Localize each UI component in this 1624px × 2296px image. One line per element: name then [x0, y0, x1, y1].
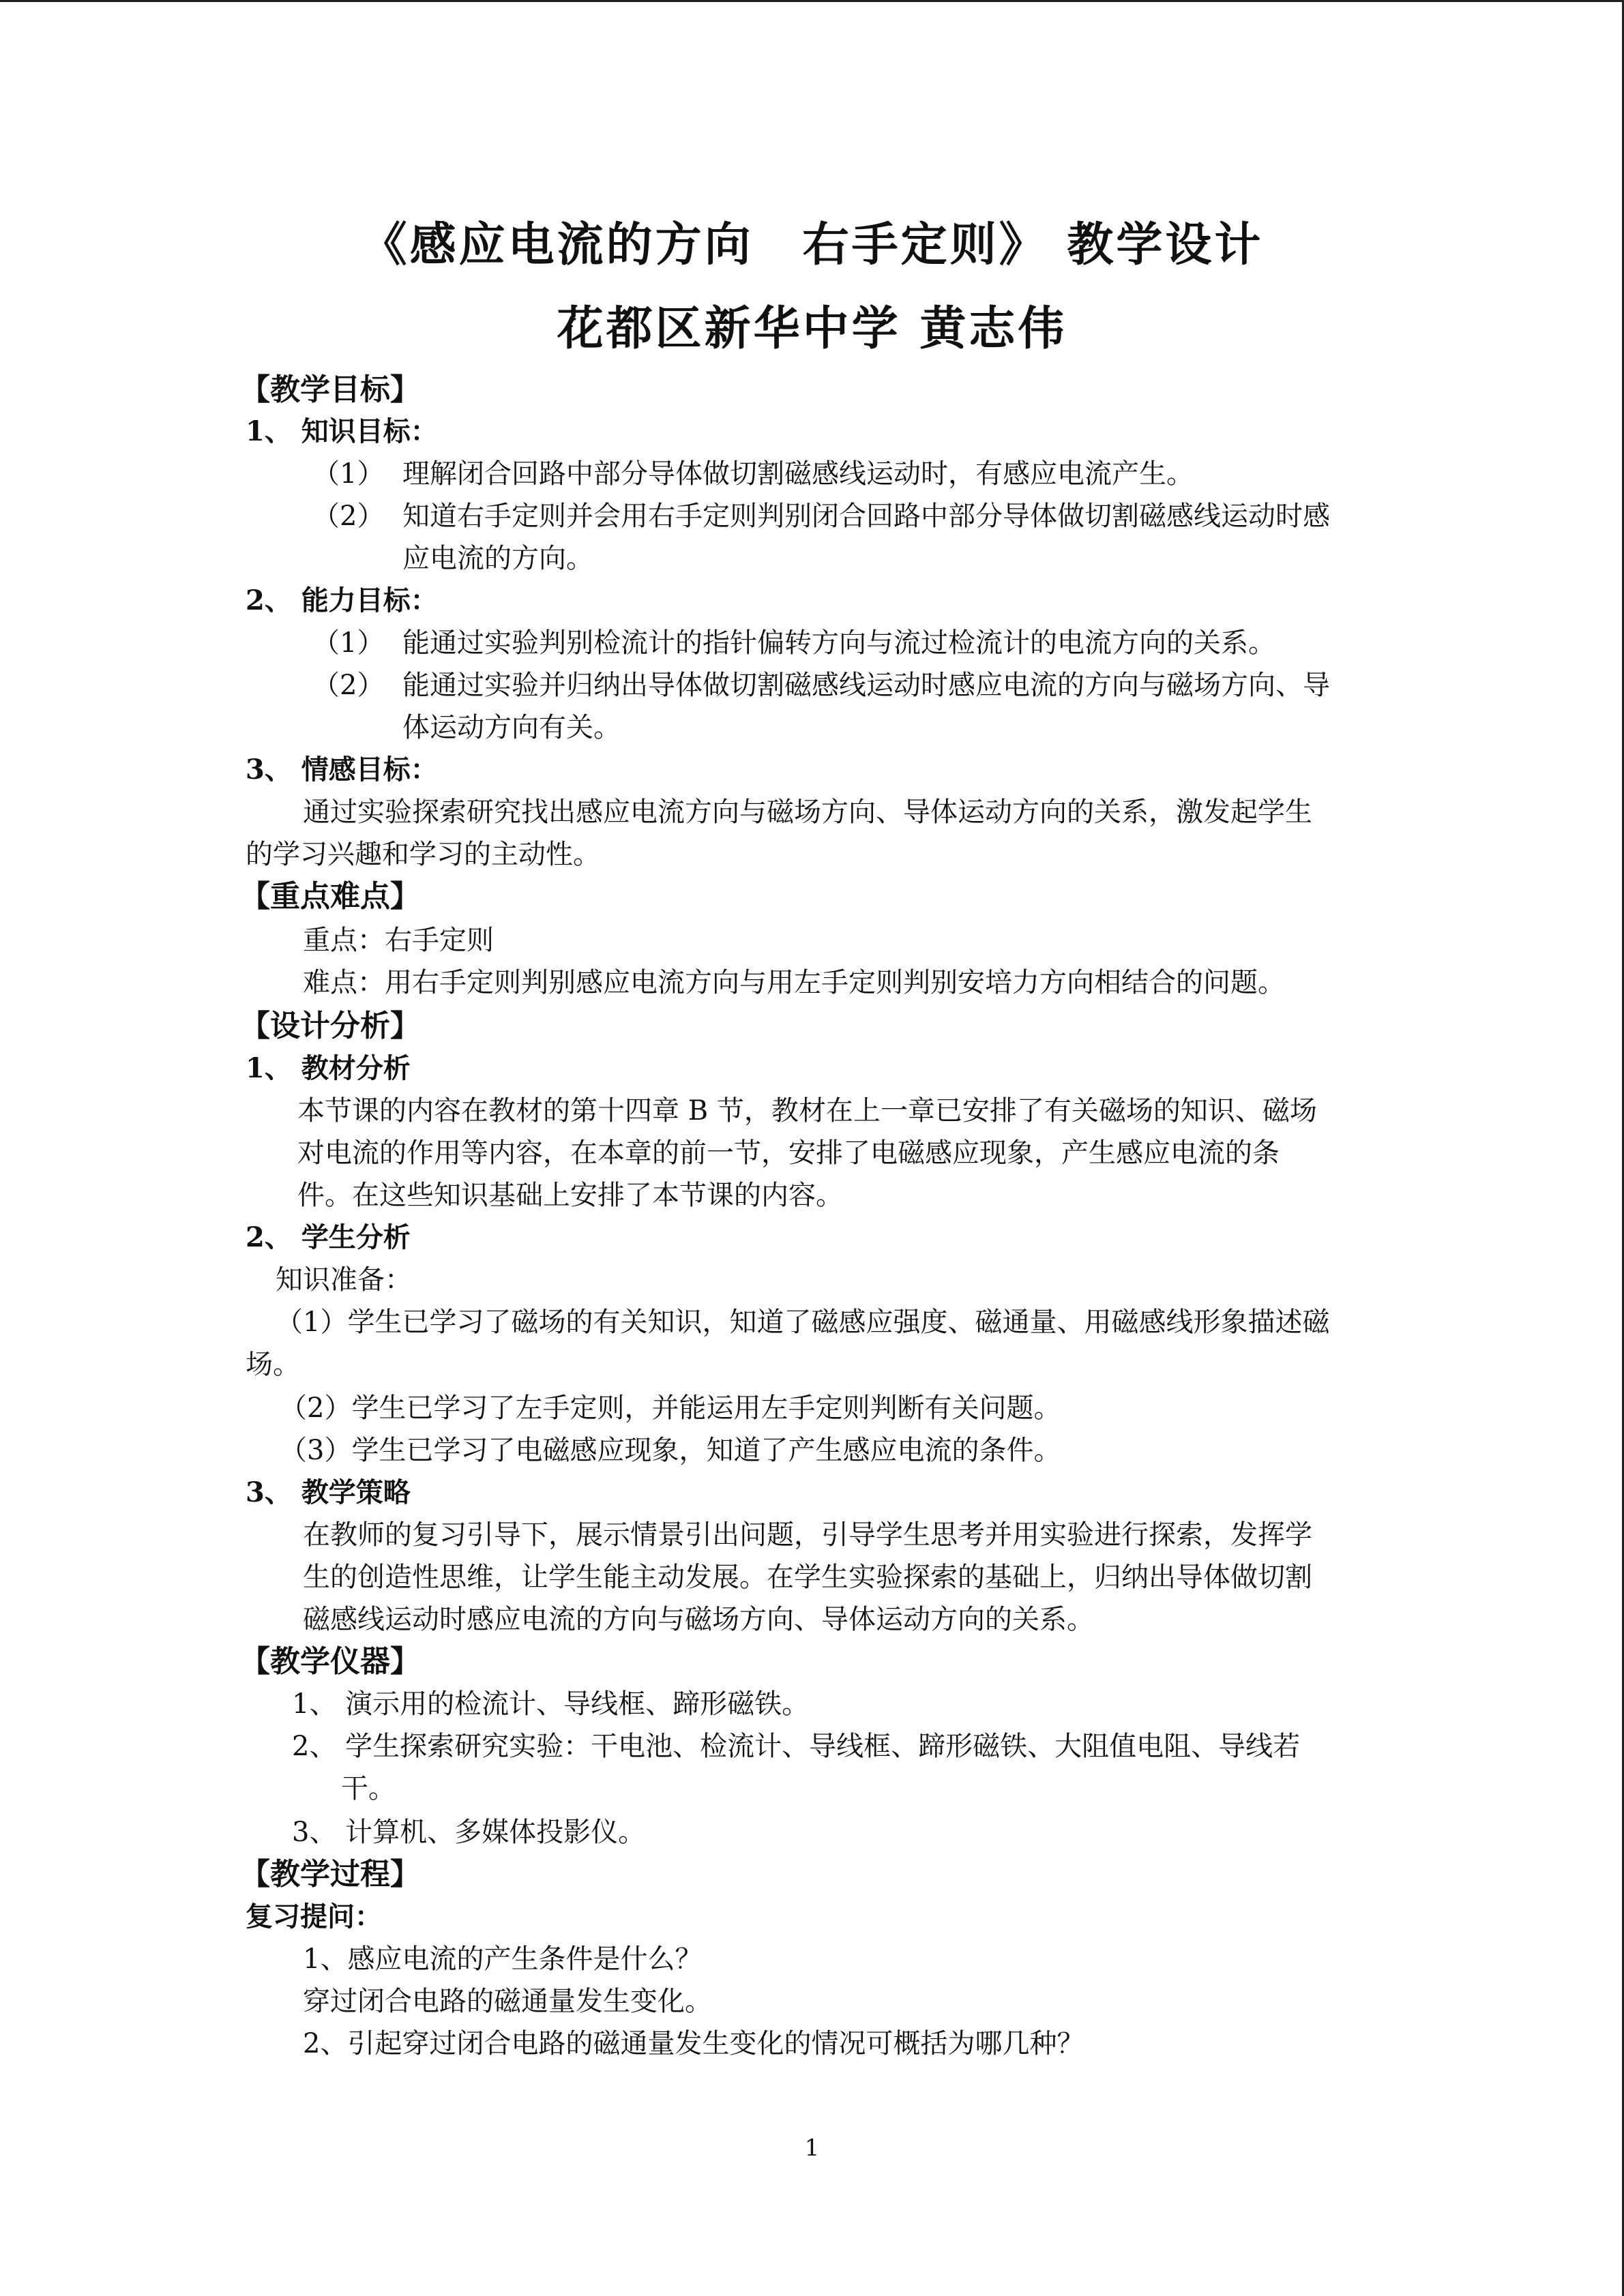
list-number: （1） — [312, 458, 385, 490]
instruments-heading: 【教学仪器】 — [240, 1644, 420, 1679]
key-point: 重点：右手定则 — [303, 925, 494, 956]
objectives-heading: 【教学目标】 — [240, 372, 420, 407]
paragraph-line: 的学习兴趣和学习的主动性。 — [246, 839, 600, 870]
emotion-objectives-label: 3、 情感目标： — [246, 754, 438, 786]
paragraph-line: 生的创造性思维，让学生能主动发展。在学生实验探索的基础上，归纳出导体做切割 — [303, 1562, 1312, 1593]
list-item: 1、 演示用的检流计、导线框、蹄形磁铁。 — [292, 1688, 810, 1720]
list-item-continuation: 干。 — [341, 1773, 396, 1804]
paragraph-line: 对电流的作用等内容，在本章的前一节，安排了电磁感应现象，产生感应电流的条 — [297, 1137, 1280, 1169]
paragraph-line: （3）学生已学习了电磁感应现象，知道了产生感应电流的条件。 — [280, 1435, 1061, 1466]
list-item: 能通过实验并归纳出导体做切割磁感线运动时感应电流的方向与磁场方向、导 — [402, 670, 1330, 701]
paragraph-line: 通过实验探索研究找出感应电流方向与磁场方向、导体运动方向的关系，激发起学生 — [303, 796, 1312, 828]
page-number: 1 — [804, 2134, 820, 2162]
paragraph-line: 磁感线运动时感应电流的方向与磁场方向、导体运动方向的关系。 — [303, 1604, 1094, 1635]
list-number: （2） — [312, 670, 385, 701]
material-analysis-label: 1、 教材分析 — [246, 1052, 411, 1084]
analysis-heading: 【设计分析】 — [240, 1009, 420, 1043]
keypoints-heading: 【重点难点】 — [240, 879, 420, 914]
document-title: 《感应电流的方向 右手定则》 教学设计 — [360, 218, 1264, 272]
knowledge-objectives-label: 1、 知识目标： — [246, 415, 438, 447]
list-item: 理解闭合回路中部分导体做切割磁感线运动时，有感应电流产生。 — [402, 458, 1194, 490]
list-item: 3、 计算机、多媒体投影仪。 — [292, 1817, 646, 1848]
list-number: （1） — [312, 627, 385, 659]
paragraph-line: （1）学生已学习了磁场的有关知识，知道了磁感应强度、磁通量、用磁感线形象描述磁 — [276, 1307, 1330, 1338]
ability-objectives-label: 2、 能力目标： — [246, 584, 438, 616]
review-answer: 穿过闭合电路的磁通量发生变化。 — [303, 1986, 712, 2017]
student-analysis-label: 2、 学生分析 — [246, 1221, 411, 1253]
list-item: 知道右手定则并会用右手定则判别闭合回路中部分导体做切割磁感线运动时感 — [402, 501, 1330, 532]
review-question: 1、感应电流的产生条件是什么？ — [303, 1943, 703, 1975]
list-item: 2、 学生探索研究实验：干电池、检流计、导线框、蹄形磁铁、大阻值电阻、导线若 — [292, 1731, 1301, 1762]
author-line: 花都区新华中学 黄志伟 — [557, 301, 1067, 356]
process-heading: 【教学过程】 — [240, 1857, 420, 1892]
difficult-point: 难点：用右手定则判别感应电流方向与用左手定则判别安培力方向相结合的问题。 — [303, 967, 1285, 998]
review-question: 2、引起穿过闭合电路的磁通量发生变化的情况可概括为哪几种？ — [303, 2028, 1084, 2059]
list-item-continuation: 应电流的方向。 — [402, 543, 593, 574]
paragraph-line: 件。在这些知识基础上安排了本节课的内容。 — [297, 1180, 843, 1211]
knowledge-prep-label: 知识准备： — [276, 1264, 412, 1296]
list-number: （2） — [312, 501, 385, 532]
list-item: 能通过实验判别检流计的指针偏转方向与流过检流计的电流方向的关系。 — [402, 627, 1275, 659]
review-label: 复习提问： — [246, 1900, 382, 1933]
paragraph-line: （2）学生已学习了左手定则，并能运用左手定则判断有关问题。 — [280, 1392, 1061, 1424]
teaching-strategy-label: 3、 教学策略 — [246, 1476, 411, 1508]
paragraph-line: 场。 — [246, 1349, 300, 1380]
paragraph-line: 在教师的复习引导下，展示情景引出问题，引导学生思考并用实验进行探索，发挥学 — [303, 1519, 1312, 1551]
top-border — [0, 0, 1624, 2]
list-item-continuation: 体运动方向有关。 — [402, 712, 621, 743]
paragraph-line: 本节课的内容在教材的第十四章 B 节，教材在上一章已安排了有关磁场的知识、磁场 — [297, 1095, 1317, 1127]
